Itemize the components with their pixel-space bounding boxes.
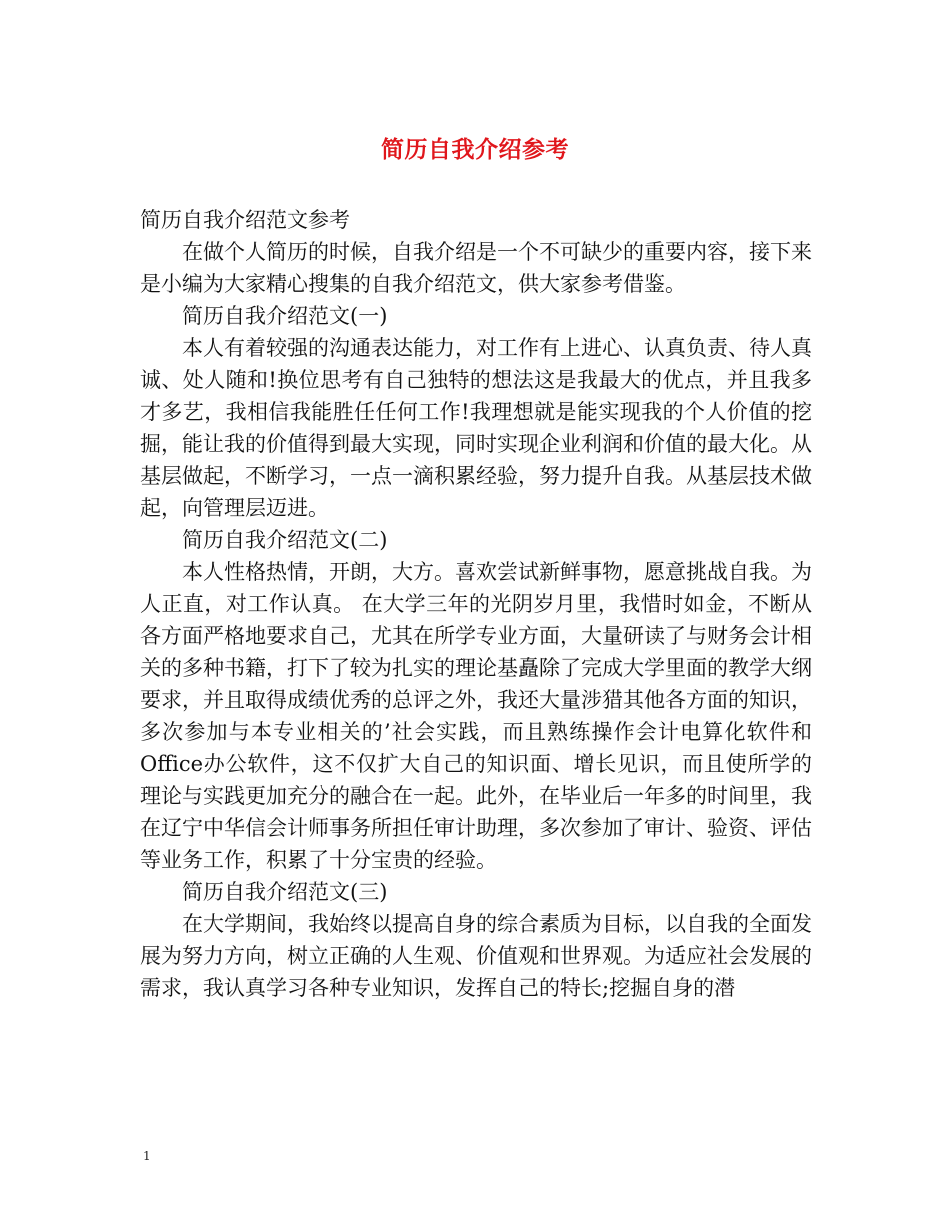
- document-body: [140, 204, 812, 1004]
- section-title-2: 简历自我介绍范文(二): [182, 528, 388, 552]
- document-title: 简历自我介绍参考: [381, 136, 569, 163]
- section-body-2: 本人性格热情，开朗，大方。喜欢尝试新鲜事物，愿意挑战自我。为人正直，对工作认真。 在大学三年的光阴岁月里，我惜时如金，不断从各方面严格地要求自己，尤其在所学专业方面，大量研读了与财务会计相关的多种书籍，打下了较为扎实的理论基矗除了完成大学里面的教学大纲要求，并且取得成绩优秀的总评之外，我还大量涉猎其他各方面的知识，多次参加与本专业相关的’社会实践，而且熟练操作会计电算化软件和Office办公软件，这不仅扩大自己的知识面、增长见识，而且使所学的理论与实践更加充分的融合在一起。此外，在毕业后一年多的时间里，我在辽宁中华信会计师事务所担任审计助理，多次参加了审计、验资、评估等业务工作，积累了十分宝贵的经验。: [140, 560, 812, 872]
- intro-paragraph: 在做个人简历的时候，自我介绍是一个不可缺少的重要内容，接下来是小编为大家精心搜集的自我介绍范文，供大家参考借鉴。: [140, 240, 812, 296]
- section-body-1: 本人有着较强的沟通表达能力，对工作有上进心、认真负责、待人真诚、处人随和!换位思考有自己独特的想法这是我最大的优点，并且我多才多艺，我相信我能胜任任何工作!我理想就是能实现我的个人价值的挖掘，能让我的价值得到最大实现，同时实现企业利润和价值的最大化。从基层做起，不断学习，一点一滴积累经验，努力提升自我。从基层技术做起，向管理层迈进。: [140, 336, 812, 520]
- page-number: 1: [143, 1149, 151, 1163]
- document-heading: 简历自我介绍范文参考: [140, 208, 350, 232]
- section-title-1: 简历自我介绍范文(一): [182, 304, 388, 328]
- section-title-3: 简历自我介绍范文(三): [182, 880, 388, 904]
- section-body-3: 在大学期间，我始终以提高自身的综合素质为目标，以自我的全面发展为努力方向，树立正确的人生观、价值观和世界观。为适应社会发展的需求，我认真学习各种专业知识，发挥自己的特长;挖掘自身的潜: [140, 912, 812, 1000]
